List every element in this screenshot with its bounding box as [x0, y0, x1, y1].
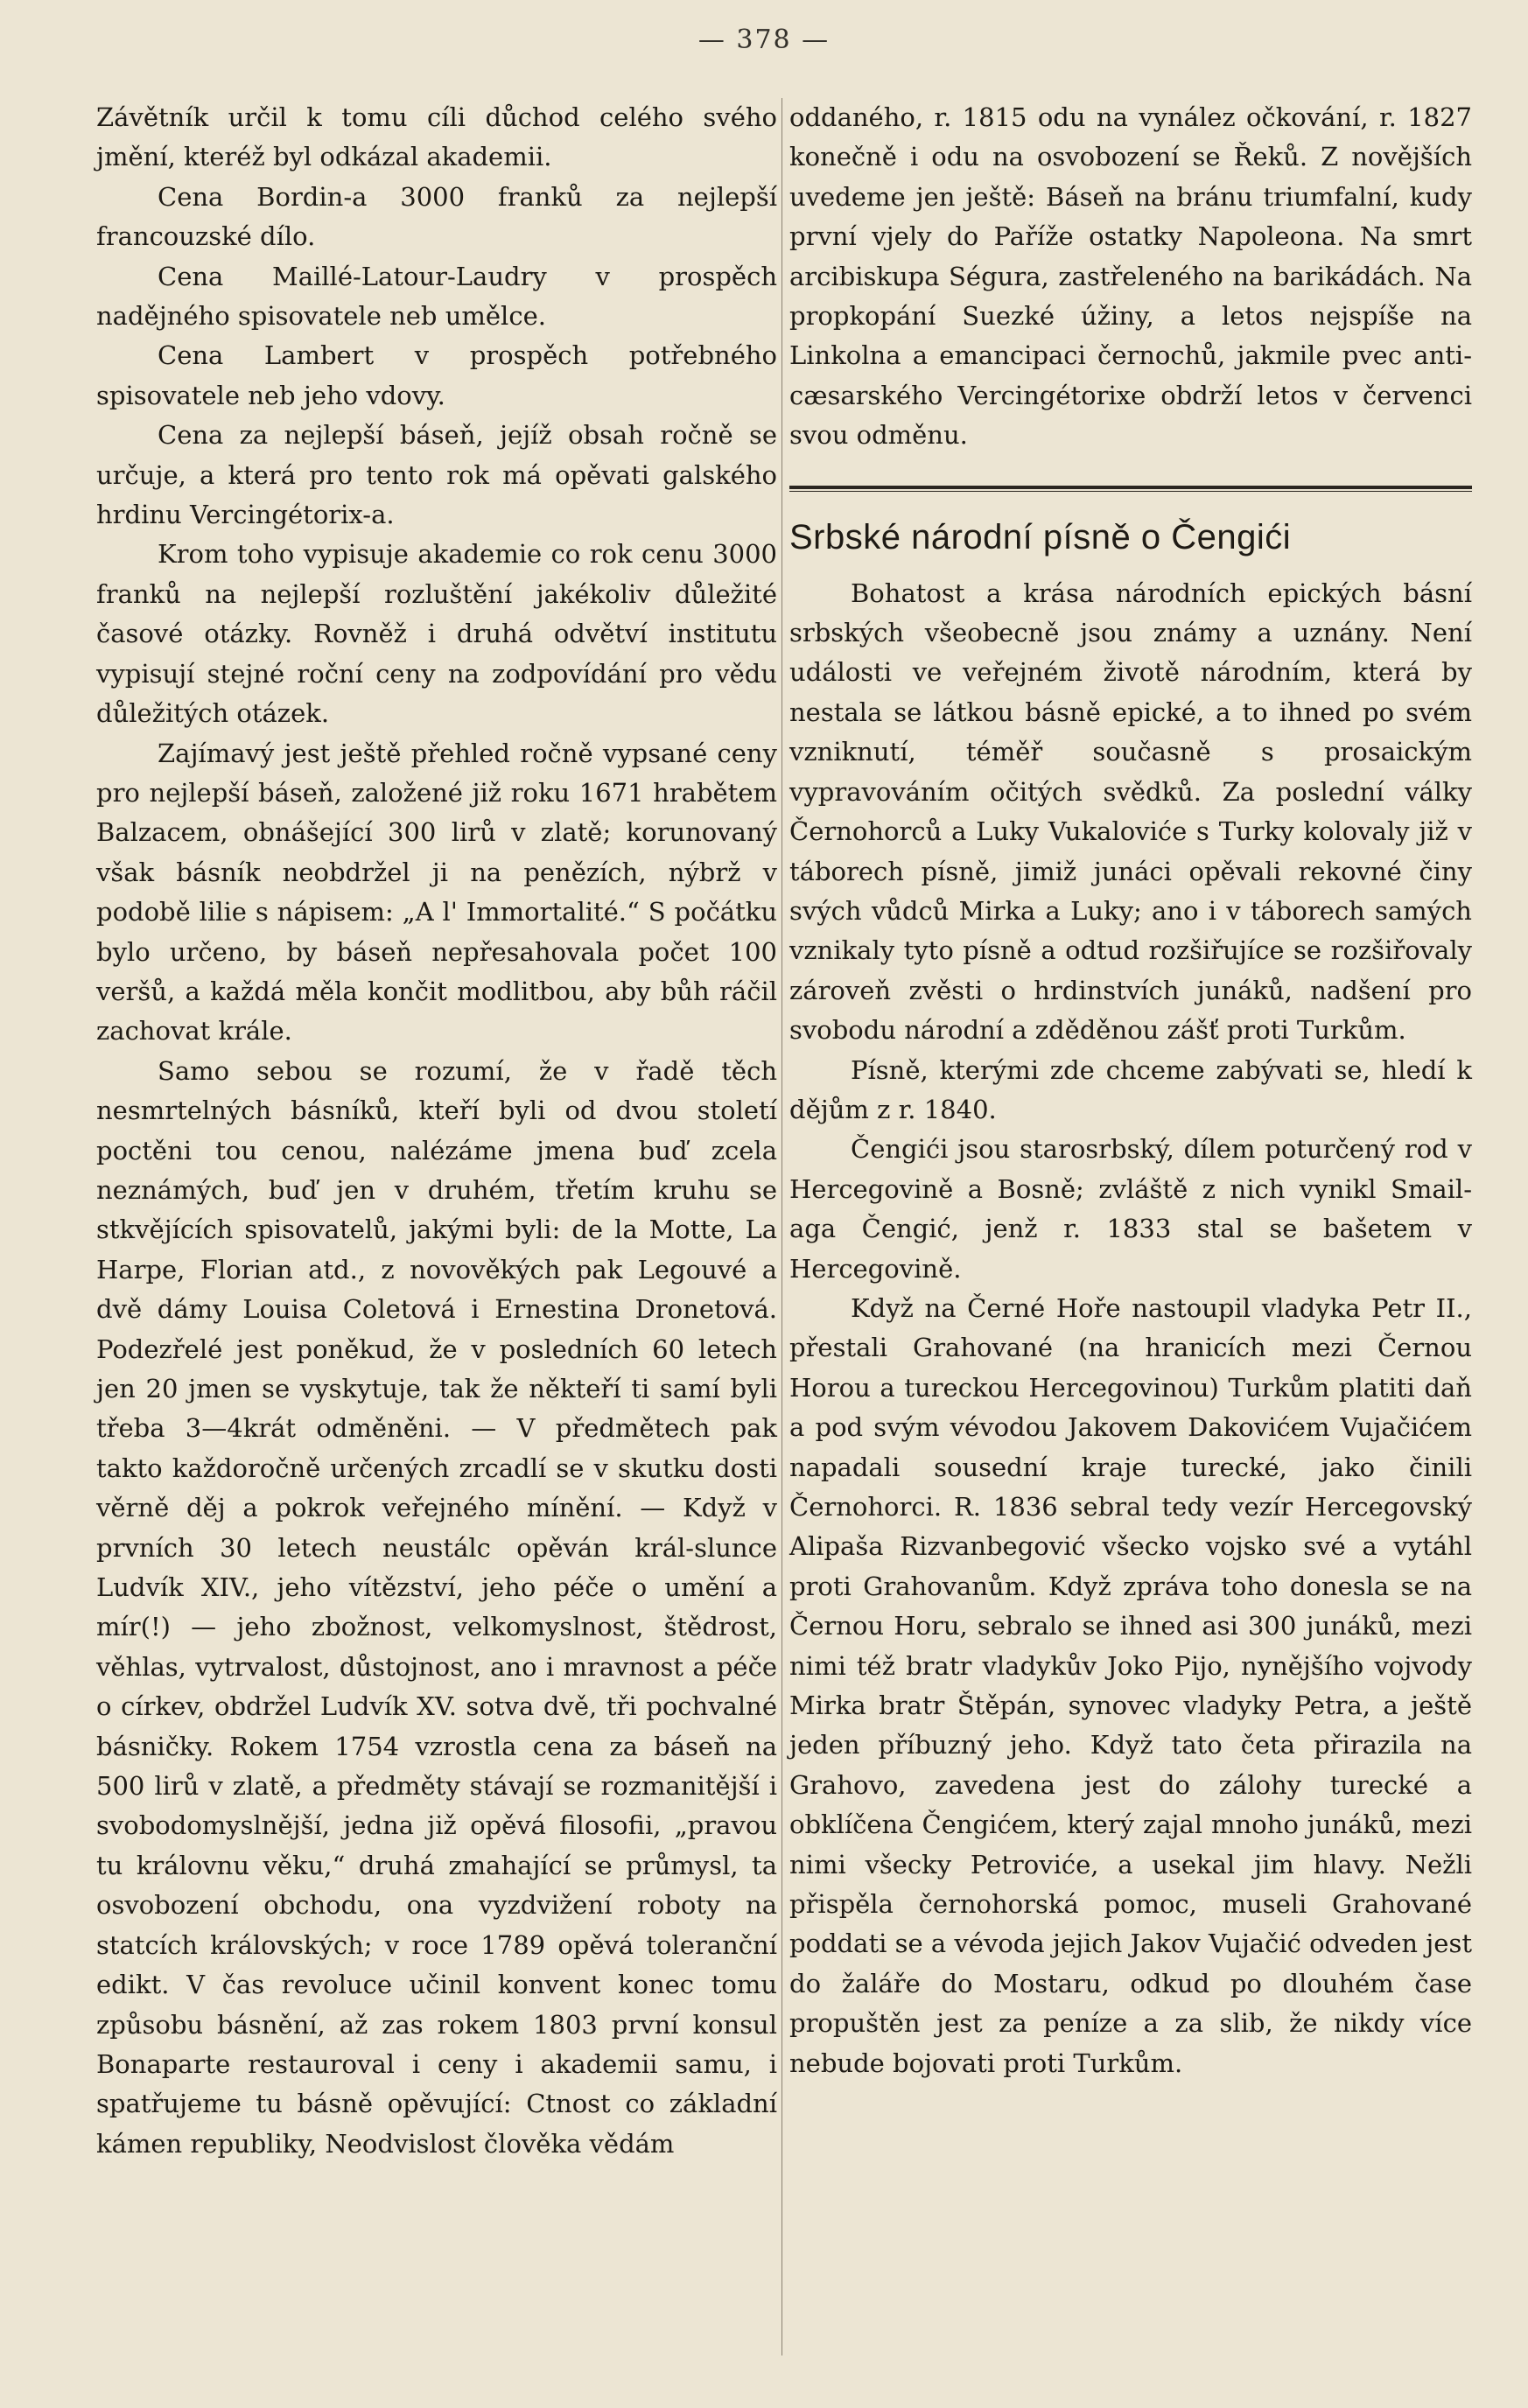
- continuation-paragraph: oddaného, r. 1815 odu na vynález očkování, r. 1827 konečně i odu na osvobození se Řeků. Z novějších uvedeme jen ještě: Báseň na bránu triumfalní, kudy první vjely do Paříže ostatky Napoleona. Na smrt arcibiskupa Ségura, zastřeleného na barikádách. Na propkopání Suezké úžiny, a letos nejspíše na Linkolna a emancipaci černochů, jakmile pvec anti-cæsarského Vercingétorixe obdrží letos v červenci svou odměnu.: [789, 102, 1472, 451]
- section-title: Srbské národní písně o Čengići: [789, 517, 1292, 556]
- right-paragraph: Když na Černé Hoře nastoupil vladyka Petr II., přestali Grahované (na hranicích mezi Černou Horou a tureckou Hercegovinou) Turkům platiti daň a pod svým vévodou Jakovem Dakovićem Vujačićem napadali sousední kraje turecké, jako činili Černohorci. R. 1836 sebral tedy vezír Hercegovský Alipaša Rizvanbegović všecko vojsko své a vytáhl proti Grahovanům. Když zpráva toho donesla se na Černou Horu, sebralo se ihned asi 300 junáků, mezi nimi též bratr vladykův Joko Pijo, nynějšího vojvody Mirka bratr Štěpán, synovec vladyky Petra, a ještě jeden příbuzný jeho. Když tato četa přirazila na Grahovo, zavedena jest do zálohy turecké a obklíčena Čengićem, který zajal mnoho junáků, mezi nimi všecky Petroviće, a usekal jim hlavy. Nežli přispěla černohorská pomoc, museli Grahované poddati se a vévoda jejich Jakov Vujačić odveden jest do žaláře do Mostaru, odkud po dlouhém čase propuštěn jest za peníze a za slib, že nikdy více nebude bojovati proti Turkům.: [789, 1292, 1472, 2078]
- page-number: — 378 —: [697, 24, 831, 55]
- right-paragraph: Písně, kterými zde chceme zabývati se, hledí k dějům z r. 1840.: [789, 1054, 1472, 1124]
- left-paragraph: Cena Lambert v prospěch potřebného spisovatele neb jeho vdovy.: [96, 340, 777, 410]
- left-paragraph: Samo sebou se rozumí, že v řadě těch nesmrtelných básníků, kteří byli od dvou století poctěni tou cenou, nalézáme jmena buď zcela neznámých, buď jen v druhém, třetím kruhu se stkvějících spisovatelů, jakými byli: de la Motte, La Harpe, Florian atd., z novověkých pak Legouvé a dvě dámy Louisa Coletová i Ernestina Dronetová. Podezřelé jest poněkud, že v posledních 60 letech jen 20 jmen se vyskytuje, tak že někteří ti samí byli třeba 3—4krát odměněni. — V předmětech pak takto každoročně určených zrcadlí se v skutku dosti věrně děj a pokrok veřejného mínění. — Když v prvních 30 letech neustálc opěván král-slunce Ludvík XIV., jeho vítězství, jeho péče o umění a mír(!) — jeho zbožnost, velkomyslnost, štědrost, věhlas, vytrvalost, důstojnost, ano i mravnost a péče o církev, obdržel Ludvík XV. sotva dvě, tři pochvalné básničky. Rokem 1754 vzrostla cena za báseň na 500 lirů v zlatě, a předměty stávají se rozmanitější i svobodomyslnější, jedna již opěvá filosofii, „pravou tu královnu věku,“ druhá zmahající se průmysl, ta osvobození obchodu, ona vyzdvižení roboty na statcích královských; v roce 1789 opěvá toleranční edikt. V čas revoluce učinil konvent konec tomu způsobu básnění, až zas rokem 1803 první konsul Bonaparte restauroval i ceny i akademii samu, i spatřujeme tu básně opěvující: Ctnost co základní kámen republiky, Neodvislost člověka vědám: [96, 1055, 777, 2159]
- right-paragraph: Bohatost a krása národních epických básní srbských všeobecně jsou známy a uznány. Není události ve veřejném životě národním, která by nestala se látkou básně epické, a to ihned po svém vzniknutí, téměř současně s prosaickým vypravováním očitých svědků. Za poslední války Černohorců a Luky Vukaloviće s Turky kolovaly již v táborech písně, jimiž junáci opěvali rekovné činy svých vůdců Mirka a Luky; ano i v táborech samých vznikaly tyto písně a odtud rozšiřujíce se rozšiřovaly zároveň zvěsti o hrdinstvích junáků, nadšení pro svobodu národní a zděděnou zášť proti Turkům.: [789, 578, 1472, 1046]
- left-paragraph: Cena Maillé-Latour-Laudry v prospěch nadějného spisovatele neb umělce.: [96, 261, 777, 332]
- left-column: [96, 98, 777, 2164]
- section-rule: [789, 486, 1472, 492]
- right-paragraph: Čengići jsou starosrbský, dílem poturčený rod v Hercegovině a Bosně; zvláště z nich vynikl Smail-aga Čengić, jenž r. 1833 stal se bašetem v Hercegovině.: [789, 1134, 1472, 1284]
- left-paragraph: Závětník určil k tomu cíli důchod celého svého jmění, kteréž byl odkázal akademii.: [96, 102, 777, 172]
- left-paragraph: Krom toho vypisuje akademie co rok cenu 3000 franků na nejlepší rozluštění jakékoliv důležité časové otázky. Rovněž i druhá odvětví institutu vypisují stejné roční ceny na zodpovídání pro vědu důležitých otázek.: [96, 539, 777, 729]
- left-paragraph: Zajímavý jest ještě přehled ročně vypsané ceny pro nejlepší báseň, založené již roku 1671 hrabětem Balzacem, obnášející 300 lirů v zlatě; korunovaný však básník neobdržel ji na penězích, nýbrž v podobě lilie s nápisem: „A l' Immortalité.“ S počátku bylo určeno, by báseň nepřesahovala počet 100 veršů, a každá měla končit modlitbou, aby bůh ráčil zachovat krále.: [96, 738, 777, 1046]
- left-paragraph: Cena za nejlepší báseň, jejíž obsah ročně se určuje, a která pro tento rok má opěvati galského hrdinu Vercingétorix-a.: [96, 420, 777, 530]
- right-column: [789, 98, 1472, 2083]
- left-paragraph: Cena Bordin-a 3000 franků za nejlepší francouzské dílo.: [96, 181, 777, 252]
